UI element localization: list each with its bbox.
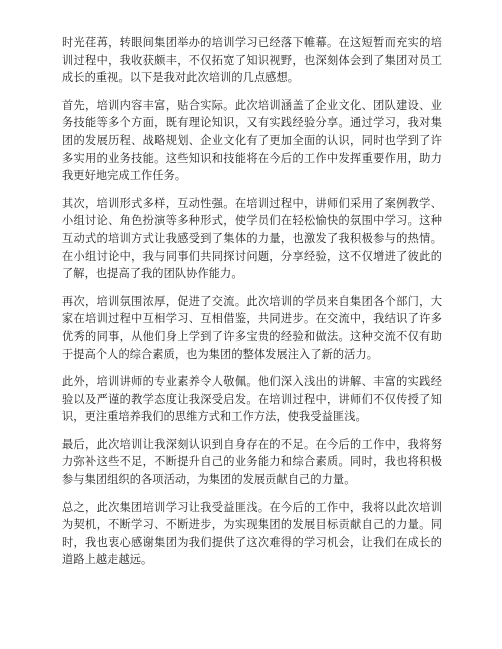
document-body xyxy=(62,34,442,579)
paragraph-format: 其次，培训形式多样，互动性强。在培训过程中，讲师们采用了案例教学、小组讨论、角色扮演等多种形式，使学员们在轻松愉快的氛围中学习。这种互动式的培训方式让我感受到了集体的力量，也激发了我积极参与的热情。在小组讨论中，我与同事们共同探讨问题，分享经验，这不仅增进了彼此的了解，也提高了我的团队协作能力。 xyxy=(62,196,442,281)
paragraph-shortcomings: 最后，此次培训让我深刻认识到自身存在的不足。在今后的工作中，我将努力弥补这些不足，不断提升自己的业务能力和综合素质。同时，我也将积极参与集团组织的各项活动，为集团的发展贡献自己的力量。 xyxy=(62,437,442,487)
paragraph-content: 首先，培训内容丰富，贴合实际。此次培训涵盖了企业文化、团队建设、业务技能等多个方面，既有理论知识，又有实践经验分享。通过学习，我对集团的发展历程、战略规划、企业文化有了更加全面的认识，同时也学到了许多实用的业务技能。这些知识和技能将在今后的工作中发挥重要作用，助力我更好地完成工作任务。 xyxy=(62,98,442,183)
paragraph-atmosphere: 再次，培训氛围浓厚，促进了交流。此次培训的学员来自集团各个部门，大家在培训过程中互相学习、互相借鉴，共同进步。在交流中，我结识了许多优秀的同事，从他们身上学到了许多宝贵的经验和做法。这种交流不仅有助于提高个人的综合素质，也为集团的整体发展注入了新的活力。 xyxy=(62,294,442,361)
paragraph-intro: 时光荏苒，转眼间集团举办的培训学习已经落下帷幕。在这短暂而充实的培训过程中，我收获颇丰，不仅拓宽了知识视野，也深刻体会到了集团对员工成长的重视。以下是我对此次培训的几点感想。 xyxy=(62,36,442,85)
paragraph-lecturers: 此外，培训讲师的专业素养令人敬佩。他们深入浅出的讲解、丰富的实践经验以及严谨的教学态度让我深受启发。在培训过程中，讲师们不仅传授了知识，更注重培养我们的思维方式和工作方法，使我受益匪浅。 xyxy=(62,375,442,424)
paragraph-conclusion: 总之，此次集团培训学习让我受益匪浅。在今后的工作中，我将以此次培训为契机，不断学习、不断进步，为实现集团的发展目标贡献自己的力量。同时，我也衷心感谢集团为我们提供了这次难得的学习机会，让我们在成长的道路上越走越远。 xyxy=(62,500,442,567)
